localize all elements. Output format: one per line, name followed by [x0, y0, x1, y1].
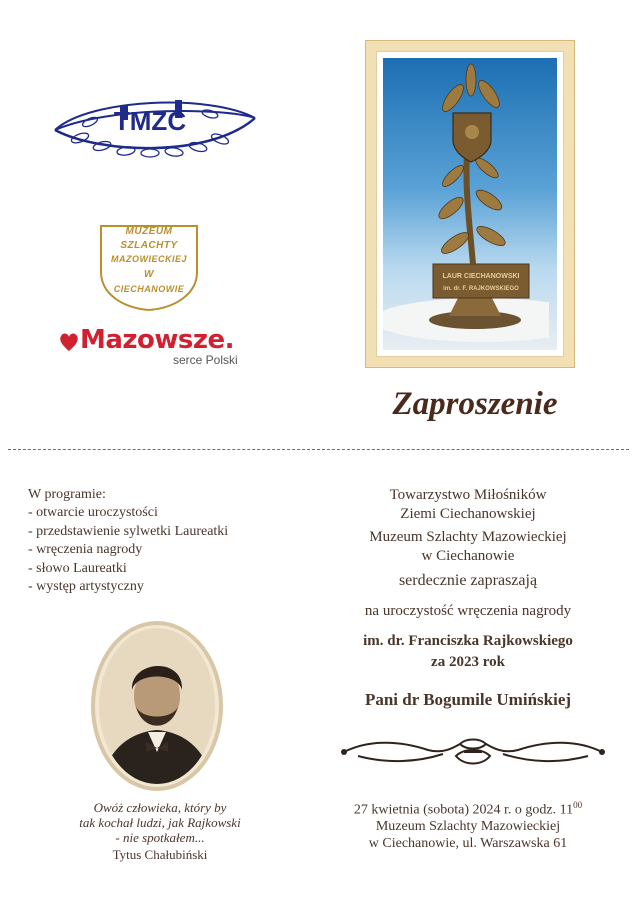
venue-line: w Ciechanowie, ul. Warszawska 61 — [368, 836, 568, 851]
tmzc-logo — [50, 88, 260, 168]
page-title: Zaproszenie — [392, 386, 558, 422]
venue-line: Muzeum Szlachty Mazowieckiej — [375, 819, 561, 834]
museum-logo-line: CIECHANOWIE — [113, 284, 185, 294]
program-item: - słowo Laureatki — [28, 560, 127, 576]
organizer-line: Muzeum Szlachty Mazowieckiej — [369, 529, 567, 545]
quote — [40, 800, 280, 845]
event-time-minutes: 00 — [573, 800, 583, 810]
program-item: - przedstawienie sylwetki Laureatki — [28, 523, 229, 539]
quote-line: - nie spotkałem... — [115, 830, 205, 845]
heart-icon — [58, 331, 80, 353]
trophy-photo-frame — [365, 40, 575, 368]
occasion-line: na uroczystość wręczenia nagrody — [364, 603, 572, 619]
program-item: - wręczenia nagrody — [28, 542, 143, 558]
program-heading: W programie: — [28, 487, 106, 502]
organizer-society — [318, 486, 618, 524]
divider — [8, 449, 629, 450]
event-date — [318, 800, 618, 819]
museum-logo — [95, 222, 203, 312]
mazowsze-tagline: serce Polski — [173, 353, 238, 367]
tmzc-laurel-icon — [50, 88, 260, 168]
quote-line: tak kochał ludzi, jak Rajkowski — [79, 815, 241, 830]
program-item: - występ artystyczny — [28, 579, 144, 595]
ornament-divider-icon — [338, 734, 608, 770]
museum-logo-line: MUZEUM — [125, 226, 173, 237]
award-name: im. dr. Franciszka Rajkowskiego — [363, 633, 573, 649]
organizer-line: w Ciechanowie — [421, 548, 515, 564]
trophy-photo — [383, 58, 557, 350]
organizer-line: Towarzystwo Miłośników — [389, 487, 547, 503]
recipient-name: Pani dr Bogumile Umińskiej — [364, 690, 572, 709]
program-item: - otwarcie uroczystości — [28, 505, 158, 521]
museum-logo-line: MAZOWIECKIEJ — [110, 254, 187, 264]
portrait-photo — [90, 620, 224, 792]
museum-logo-line: W — [144, 269, 154, 280]
trophy-plate-text: LAUR CIECHANOWSKI — [442, 273, 520, 280]
mazowsze-logo — [58, 325, 248, 370]
organizer-line: Ziemi Ciechanowskiej — [400, 506, 536, 522]
quote-author: Tytus Chałubiński — [112, 847, 208, 862]
portrait-icon — [90, 620, 224, 792]
mazowsze-wordmark: Mazowsze. — [80, 325, 235, 355]
event-venue — [318, 818, 618, 852]
museum-logo-line: SZLACHTY — [120, 240, 178, 251]
program-list — [28, 486, 298, 596]
event-date-text: 27 kwietnia (sobota) 2024 r. o godz. 11 — [353, 802, 574, 818]
trophy-plate-text: im. dr. F. RAJKOWSKIEGO — [443, 286, 519, 292]
organizer-museum — [318, 528, 618, 566]
award-year: za 2023 rok — [431, 654, 505, 670]
invite-line: serdecznie zapraszają — [398, 572, 538, 589]
trophy-icon — [383, 58, 549, 342]
quote-line: Owóż człowieka, który by — [93, 800, 227, 815]
tmzc-logo-text: TMZC — [113, 106, 187, 136]
